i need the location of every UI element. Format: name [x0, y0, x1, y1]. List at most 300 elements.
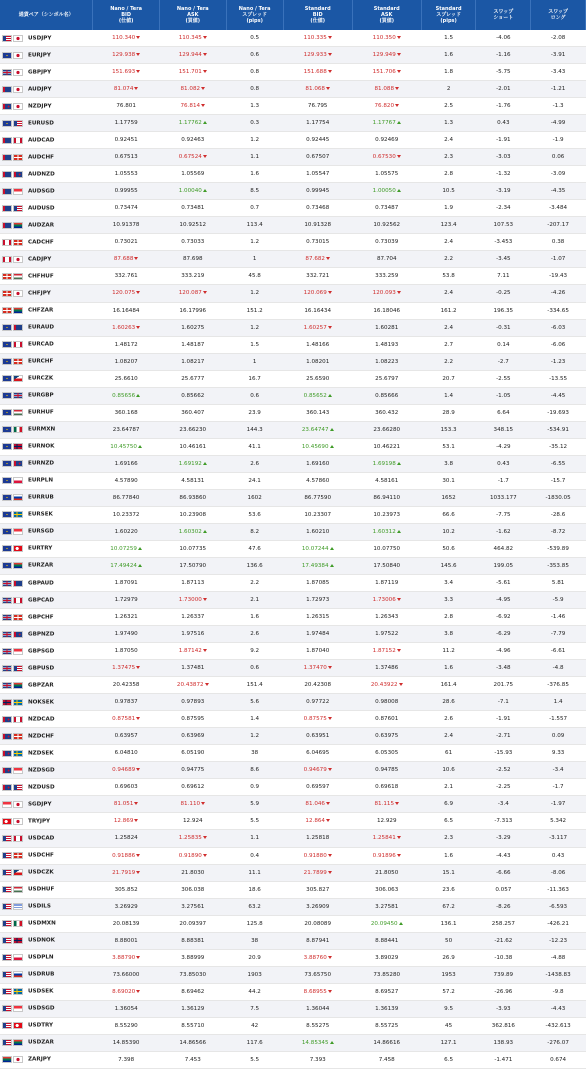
table-row[interactable] — [0, 438, 586, 455]
pair-cell[interactable] — [0, 813, 93, 830]
nano-bid-cell — [93, 626, 160, 643]
cell-value: 23.66230 — [179, 426, 207, 433]
arrow-down-icon — [395, 87, 399, 90]
pair-cell[interactable] — [0, 898, 93, 915]
std-spread-cell — [421, 660, 476, 677]
cell-value: -6.03 — [550, 324, 566, 331]
pair-cell[interactable] — [0, 540, 93, 557]
pair-cell[interactable] — [0, 506, 93, 523]
cell-value: 10.6 — [442, 767, 455, 774]
pair-cell[interactable] — [0, 847, 93, 864]
swap-long-cell — [531, 489, 586, 506]
cell-value: -1.557 — [549, 716, 568, 723]
pair-name: NZDSGD — [28, 767, 55, 774]
table-row[interactable] — [0, 506, 586, 523]
swap-long-cell — [531, 1000, 586, 1017]
std-bid-cell — [283, 472, 352, 489]
pair-name: AUDSGD — [28, 188, 55, 195]
table-row[interactable] — [0, 728, 586, 745]
nano-ask-cell — [159, 81, 226, 98]
header-nano-ask[interactable] — [159, 0, 226, 30]
rates-table-body — [0, 30, 586, 1068]
table-row[interactable] — [0, 47, 586, 64]
swap-long-cell — [531, 81, 586, 98]
table-row[interactable] — [0, 813, 586, 830]
table-row[interactable] — [0, 166, 586, 183]
pair-cell[interactable] — [0, 285, 93, 302]
cell-value: 1.2 — [250, 290, 260, 297]
swap-short-cell — [476, 898, 531, 915]
table-row[interactable] — [0, 660, 586, 677]
std-ask-cell — [352, 915, 421, 932]
swap-long-cell — [531, 762, 586, 779]
pair-flags — [2, 597, 24, 604]
flag-us-icon — [2, 1005, 12, 1012]
nano-bid-cell — [93, 898, 160, 915]
nano-ask-cell — [159, 404, 226, 421]
pair-cell[interactable] — [0, 319, 93, 336]
pair-cell[interactable] — [0, 64, 93, 81]
cell-value: 1.05575 — [375, 171, 399, 178]
arrow-down-icon — [326, 257, 330, 260]
cell-value: 1.87050 — [114, 648, 138, 655]
std-bid-cell — [283, 149, 352, 166]
cell-value: -334.65 — [547, 307, 569, 314]
cell-value: -432.613 — [545, 1022, 571, 1029]
cell-value: 2.6 — [444, 716, 454, 723]
table-row[interactable] — [0, 149, 586, 166]
nano-ask-cell — [159, 1051, 226, 1068]
arrow-down-icon — [397, 70, 401, 73]
cell-value: 0.3 — [250, 120, 260, 127]
flag-us-icon — [2, 835, 12, 842]
pair-cell[interactable] — [0, 30, 93, 47]
pair-cell[interactable] — [0, 745, 93, 762]
pair-flags — [2, 784, 24, 791]
flag-gb-icon — [2, 631, 12, 638]
table-row[interactable] — [0, 421, 586, 438]
flag-ch-icon — [13, 614, 23, 621]
pair-name: EURGBP — [28, 392, 54, 399]
pair-cell[interactable] — [0, 1000, 93, 1017]
nano-ask-cell — [159, 166, 226, 183]
table-row[interactable] — [0, 932, 586, 949]
cell-value: 1.48187 — [181, 341, 205, 348]
table-row[interactable] — [0, 762, 586, 779]
nano-spread-cell — [226, 30, 283, 47]
cell-value: 0.43 — [497, 460, 510, 467]
flag-jp-icon — [13, 35, 23, 42]
pair-name: EURPLN — [28, 477, 54, 484]
pair-cell[interactable] — [0, 711, 93, 728]
pair-cell[interactable] — [0, 932, 93, 949]
header-swap-long[interactable] — [531, 0, 586, 30]
header-pair[interactable] — [0, 0, 93, 30]
std-spread-cell — [421, 1034, 476, 1051]
pair-cell[interactable] — [0, 336, 93, 353]
cell-value: -7.79 — [550, 631, 566, 638]
pair-cell[interactable] — [0, 455, 93, 472]
cell-value: 1.48193 — [375, 341, 399, 348]
pair-cell[interactable] — [0, 983, 93, 1000]
pair-flags — [2, 69, 24, 76]
cell-value: 0.91890 — [178, 852, 202, 859]
nano-bid-cell — [93, 370, 160, 387]
pair-cell[interactable] — [0, 81, 93, 98]
pair-cell[interactable] — [0, 660, 93, 677]
pair-flags — [2, 1039, 24, 1046]
cell-value: 306.063 — [375, 886, 399, 893]
std-spread-cell — [421, 677, 476, 694]
table-row[interactable] — [0, 677, 586, 694]
std-spread-cell — [421, 98, 476, 115]
table-row[interactable] — [0, 30, 586, 47]
cell-value: 42 — [251, 1022, 259, 1029]
arrow-up-icon — [203, 121, 207, 124]
flag-ch-icon — [2, 307, 12, 314]
nano-ask-cell — [159, 711, 226, 728]
table-row[interactable] — [0, 319, 586, 336]
pair-cell[interactable] — [0, 575, 93, 592]
cell-value: 145.6 — [440, 562, 457, 569]
table-row[interactable] — [0, 966, 586, 983]
cell-value: 2.4 — [444, 137, 454, 144]
pair-cell[interactable] — [0, 472, 93, 489]
table-row[interactable] — [0, 779, 586, 796]
pair-cell[interactable] — [0, 132, 93, 149]
table-row[interactable] — [0, 609, 586, 626]
cell-value: 10.46221 — [373, 443, 401, 450]
std-ask-cell — [352, 1000, 421, 1017]
cell-value: 151.2 — [246, 307, 263, 314]
pair-cell[interactable] — [0, 915, 93, 932]
cell-value: -1.7 — [552, 784, 564, 791]
nano-ask-cell — [159, 234, 226, 251]
cell-value: -28.6 — [550, 511, 566, 518]
pair-cell[interactable] — [0, 234, 93, 251]
cell-value: 3.4 — [444, 580, 454, 587]
arrow-up-icon — [397, 530, 401, 533]
cell-value: 1.6 — [250, 171, 260, 178]
header-line: (pips) — [440, 18, 457, 24]
swap-short-cell — [476, 949, 531, 966]
table-row[interactable] — [0, 115, 586, 132]
swap-long-cell — [531, 64, 586, 81]
table-row[interactable] — [0, 557, 586, 574]
pair-flags — [2, 937, 24, 944]
std-ask-cell — [352, 200, 421, 217]
arrow-down-icon — [201, 87, 205, 90]
pair-cell[interactable] — [0, 438, 93, 455]
table-row[interactable] — [0, 234, 586, 251]
std-bid-cell — [283, 915, 352, 932]
cell-value: 1.6 — [444, 665, 454, 672]
nano-ask-cell — [159, 149, 226, 166]
pair-cell[interactable] — [0, 353, 93, 370]
std-bid-cell — [283, 336, 352, 353]
nano-ask-cell — [159, 779, 226, 796]
nano-ask-cell — [159, 540, 226, 557]
pair-cell[interactable] — [0, 728, 93, 745]
pair-flags — [2, 1056, 24, 1063]
cell-value: -3.93 — [496, 1005, 511, 1012]
cell-value: 1.60210 — [306, 528, 330, 535]
cell-value: 0.69618 — [375, 784, 399, 791]
cell-value: 8.69020 — [112, 988, 136, 995]
table-row[interactable] — [0, 915, 586, 932]
table-row[interactable] — [0, 864, 586, 881]
table-row[interactable] — [0, 694, 586, 711]
pair-cell[interactable] — [0, 762, 93, 779]
pair-name: USDRUB — [28, 971, 55, 978]
nano-spread-cell — [226, 540, 283, 557]
header-line: BID — [312, 12, 323, 18]
pair-cell[interactable] — [0, 251, 93, 268]
header-std-ask[interactable] — [352, 0, 421, 30]
std-ask-cell — [352, 115, 421, 132]
cell-value: 9.33 — [551, 750, 565, 757]
table-row[interactable] — [0, 98, 586, 115]
pair-cell[interactable] — [0, 217, 93, 234]
nano-spread-cell — [226, 983, 283, 1000]
table-row[interactable] — [0, 489, 586, 506]
table-row[interactable] — [0, 132, 586, 149]
header-nano-spread[interactable] — [226, 0, 283, 30]
table-row[interactable] — [0, 251, 586, 268]
pair-cell[interactable] — [0, 404, 93, 421]
header-nano-bid[interactable] — [93, 0, 160, 30]
table-row[interactable] — [0, 796, 586, 813]
pair-cell[interactable] — [0, 370, 93, 387]
cell-value: 7.458 — [378, 1056, 395, 1063]
table-row[interactable] — [0, 268, 586, 285]
table-row[interactable] — [0, 523, 586, 540]
pair-name: CADJPY — [28, 256, 52, 263]
table-row[interactable] — [0, 745, 586, 762]
cell-value: 20.09450 — [370, 920, 398, 927]
table-row[interactable] — [0, 830, 586, 847]
pair-cell[interactable] — [0, 796, 93, 813]
pair-cell[interactable] — [0, 966, 93, 983]
table-row[interactable] — [0, 643, 586, 660]
cell-value: 120.087 — [178, 290, 202, 297]
table-row[interactable] — [0, 353, 586, 370]
arrow-down-icon — [136, 717, 140, 720]
pair-cell[interactable] — [0, 864, 93, 881]
table-row[interactable] — [0, 285, 586, 302]
flag-no-icon — [2, 699, 12, 706]
cell-value: 1.8 — [444, 69, 454, 76]
arrow-down-icon — [203, 836, 207, 839]
table-row[interactable] — [0, 626, 586, 643]
arrow-down-icon — [136, 854, 140, 857]
table-row[interactable] — [0, 1034, 586, 1051]
table-row[interactable] — [0, 540, 586, 557]
cell-value: 76.795 — [307, 103, 328, 110]
table-row[interactable] — [0, 575, 586, 592]
cell-value: 10.45750 — [110, 443, 137, 450]
pair-cell[interactable] — [0, 489, 93, 506]
table-row[interactable] — [0, 200, 586, 217]
pair-cell[interactable] — [0, 643, 93, 660]
header-std-bid[interactable] — [283, 0, 352, 30]
pair-cell[interactable] — [0, 830, 93, 847]
cell-value: 2.4 — [444, 324, 454, 331]
nano-ask-cell — [159, 796, 226, 813]
flag-eu-icon — [2, 477, 12, 484]
pair-cell[interactable] — [0, 557, 93, 574]
cell-value: 1.72973 — [306, 597, 330, 604]
cell-value: 1.25841 — [372, 835, 396, 842]
table-row[interactable] — [0, 336, 586, 353]
nano-spread-cell — [226, 881, 283, 898]
pair-cell[interactable] — [0, 694, 93, 711]
cell-value: 1.36044 — [306, 1005, 330, 1012]
pair-cell[interactable] — [0, 626, 93, 643]
pair-cell[interactable] — [0, 166, 93, 183]
pair-cell[interactable] — [0, 47, 93, 64]
cell-value: 110.335 — [303, 35, 327, 42]
pair-name: CHFJPY — [28, 290, 51, 297]
pair-flags — [2, 614, 24, 621]
cell-value: -7.75 — [496, 511, 511, 518]
nano-spread-cell — [226, 336, 283, 353]
table-row[interactable] — [0, 847, 586, 864]
table-row[interactable] — [0, 183, 586, 200]
pair-cell[interactable] — [0, 268, 93, 285]
flag-au-icon — [2, 205, 12, 212]
cell-value: 1.25818 — [306, 835, 330, 842]
table-row[interactable] — [0, 387, 586, 404]
std-spread-cell — [421, 557, 476, 574]
pair-cell[interactable] — [0, 1051, 93, 1068]
table-row[interactable] — [0, 898, 586, 915]
pair-flags — [2, 835, 24, 842]
table-row[interactable] — [0, 1051, 586, 1068]
arrow-down-icon — [328, 871, 332, 874]
header-swap-short[interactable] — [476, 0, 531, 30]
cell-value: 1.97484 — [306, 631, 330, 638]
pair-cell[interactable] — [0, 1017, 93, 1034]
table-row[interactable] — [0, 472, 586, 489]
table-row[interactable] — [0, 1000, 586, 1017]
table-row[interactable] — [0, 881, 586, 898]
swap-short-cell — [476, 81, 531, 98]
table-row[interactable] — [0, 404, 586, 421]
table-row[interactable] — [0, 81, 586, 98]
arrow-down-icon — [328, 53, 332, 56]
nano-bid-cell — [93, 251, 160, 268]
swap-short-cell — [476, 336, 531, 353]
table-row[interactable] — [0, 1017, 586, 1034]
table-row[interactable] — [0, 217, 586, 234]
flag-au-icon — [2, 86, 12, 93]
nano-bid-cell — [93, 915, 160, 932]
cell-value: 3.27581 — [375, 903, 399, 910]
swap-long-cell — [531, 251, 586, 268]
std-ask-cell — [352, 557, 421, 574]
table-row[interactable] — [0, 592, 586, 609]
std-ask-cell — [352, 694, 421, 711]
std-spread-cell — [421, 455, 476, 472]
table-row[interactable] — [0, 949, 586, 966]
table-row[interactable] — [0, 455, 586, 472]
pair-cell[interactable] — [0, 881, 93, 898]
std-ask-cell — [352, 251, 421, 268]
cell-value: 1.5 — [250, 341, 260, 348]
nano-ask-cell — [159, 183, 226, 200]
swap-long-cell — [531, 796, 586, 813]
table-row[interactable] — [0, 983, 586, 1000]
swap-short-cell — [476, 881, 531, 898]
flag-ch-icon — [13, 154, 23, 161]
table-row[interactable] — [0, 302, 586, 319]
std-ask-cell — [352, 1017, 421, 1034]
arrow-down-icon — [136, 70, 140, 73]
flag-us-icon — [13, 784, 23, 791]
cell-value: -15.93 — [494, 750, 513, 757]
flag-us-icon — [2, 1022, 12, 1029]
pair-cell[interactable] — [0, 183, 93, 200]
pair-cell[interactable] — [0, 592, 93, 609]
pair-flags — [2, 35, 24, 42]
pair-cell[interactable] — [0, 1034, 93, 1051]
pair-cell[interactable] — [0, 609, 93, 626]
std-bid-cell — [283, 557, 352, 574]
std-spread-cell — [421, 200, 476, 217]
swap-short-cell — [476, 575, 531, 592]
table-row[interactable] — [0, 711, 586, 728]
header-std-spread[interactable] — [421, 0, 476, 30]
header-line: スプレッド — [242, 12, 268, 18]
pair-cell[interactable] — [0, 779, 93, 796]
arrow-down-icon — [397, 854, 401, 857]
pair-cell[interactable] — [0, 523, 93, 540]
pair-cell[interactable] — [0, 98, 93, 115]
pair-name: EURSGD — [28, 528, 54, 535]
pair-name: TRYJPY — [28, 818, 51, 825]
cell-value: 4.58131 — [181, 477, 205, 484]
cell-value: 7.11 — [497, 273, 510, 280]
pair-cell[interactable] — [0, 387, 93, 404]
cell-value: 1.36139 — [375, 1005, 399, 1012]
table-row[interactable] — [0, 64, 586, 81]
pair-flags — [2, 205, 24, 212]
nano-spread-cell — [226, 438, 283, 455]
cell-value: 1.9 — [444, 205, 454, 212]
pair-cell[interactable] — [0, 115, 93, 132]
cell-value: 0.73039 — [375, 239, 399, 246]
pair-name: USDZAR — [28, 1039, 54, 1046]
std-spread-cell — [421, 966, 476, 983]
pair-cell[interactable] — [0, 302, 93, 319]
cell-value: 0.73033 — [181, 239, 205, 246]
pair-cell[interactable] — [0, 200, 93, 217]
cell-value: 6.04810 — [114, 750, 138, 757]
nano-spread-cell — [226, 64, 283, 81]
pair-name: AUDZAR — [28, 222, 55, 229]
pair-cell[interactable] — [0, 677, 93, 694]
header-line: Standard — [435, 6, 462, 12]
cell-value: 1.3 — [444, 120, 454, 127]
cell-value: 8.6 — [250, 767, 260, 774]
pair-cell[interactable] — [0, 421, 93, 438]
std-spread-cell — [421, 149, 476, 166]
cell-value: -6.06 — [550, 341, 566, 348]
table-row[interactable] — [0, 370, 586, 387]
pair-cell[interactable] — [0, 949, 93, 966]
pair-cell[interactable] — [0, 149, 93, 166]
